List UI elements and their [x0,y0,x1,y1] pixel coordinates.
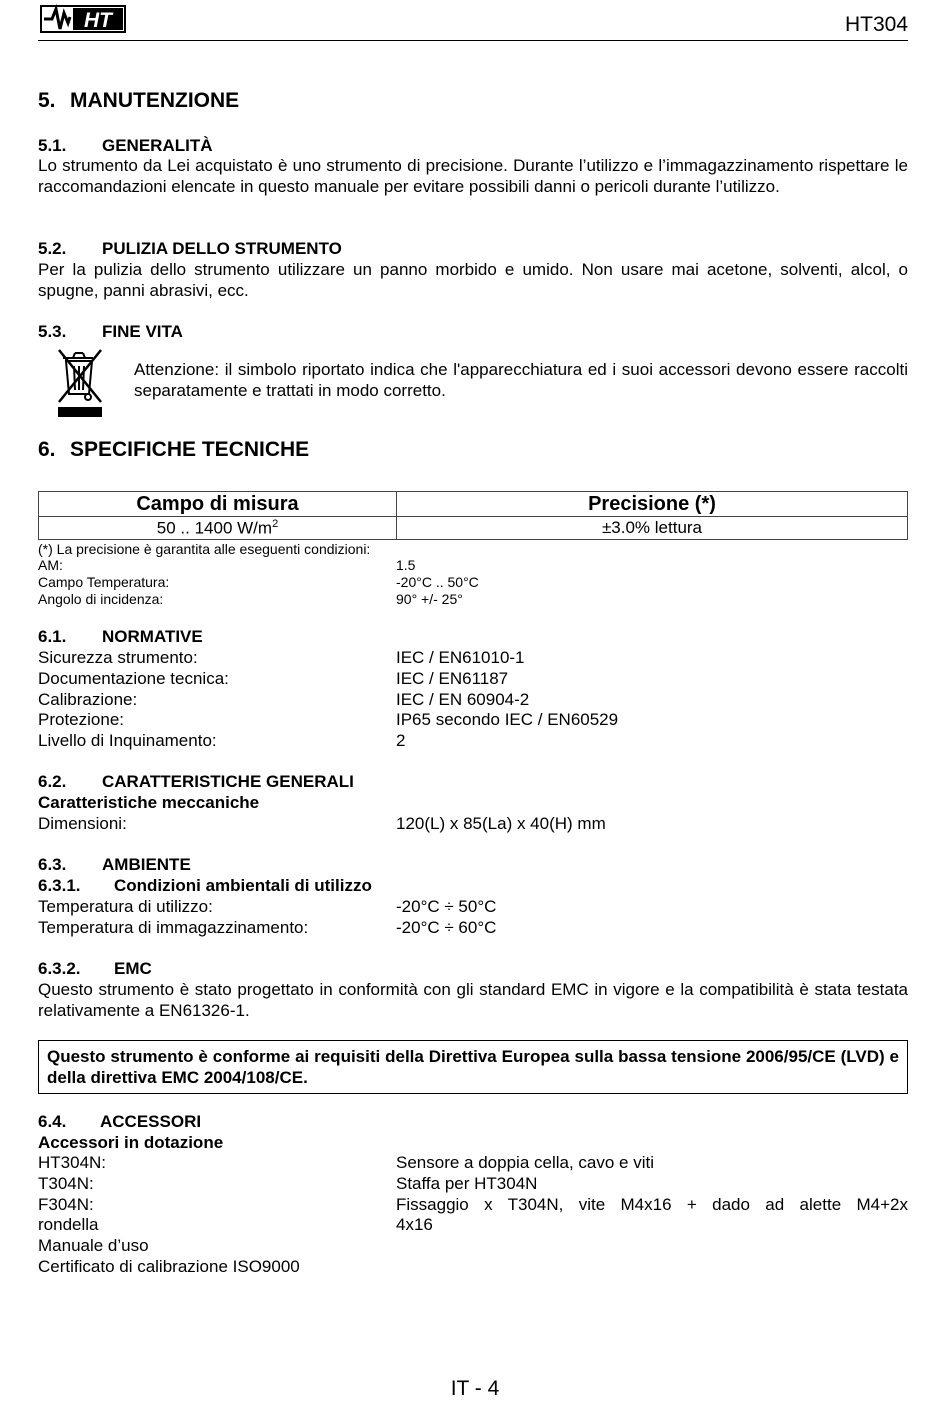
accessory-label: HT304N: [38,1153,107,1172]
logo-text: HT [84,9,112,32]
standards-labels [38,648,229,752]
accessory-label: Certificato di calibrazione ISO9000 [38,1256,300,1276]
weee-crossed-bin-icon [55,344,107,420]
section-6-4-heading [38,1112,201,1132]
dimensions-label: Dimensioni: [38,814,127,833]
ht-logo-graphic [40,3,128,35]
section-title: Condizioni ambientali di utilizzo [114,876,372,895]
section-6-3-heading [38,855,191,875]
section-number: 6. [38,438,56,461]
accessories-labels [38,1153,300,1278]
section-title: SPECIFICHE TECNICHE [70,438,310,461]
spec-range: 50 .. 1400 W/m [156,518,273,538]
ht-logo [40,3,128,35]
condition-value: 90° +/- 25° [396,591,463,607]
accessories-values [396,1153,908,1236]
section-number: 5. [38,89,56,112]
accessory-label: Manuale d’uso [38,1236,149,1256]
condition-value: -20°C .. 50°C [396,574,479,590]
section-5-1-text: Lo strumento da Lei acquistato è uno strumento di precisione. Durante l’utilizzo e l’immagazzinamento rispettare le raccomandazioni elencate in questo manuale per evitare possibili danni o pericoli durante l’utilizzo. [38,156,908,196]
section-6-3-1-heading [38,876,372,896]
section-number: 6.4. [38,1112,67,1131]
spec-table-header-range: Campo di misura [39,492,397,517]
section-title: GENERALITÀ [102,136,213,155]
document-id: HT304 [844,13,908,36]
spec-accuracy-cell [397,517,908,540]
standards-values [396,648,618,752]
standard-label: Documentazione tecnica: [38,668,229,688]
section-number: 6.2. [38,772,67,791]
accessory-label: F304N: [38,1194,94,1214]
section-title: CARATTERISTICHE GENERALI [102,772,354,791]
condition-label: Campo Temperatura: [38,574,170,590]
section-title: EMC [114,959,152,978]
section-number: 6.3.1. [38,876,81,895]
page-number: IT - 4 [450,1377,500,1400]
compliance-box: Questo strumento è conforme ai requisiti della Direttiva Europea sulla bassa tensione 2006/95/CE (LVD) e della direttiva EMC 2004/108/CE. [38,1040,908,1094]
standard-label: Livello di Inquinamento: [38,731,217,751]
section-number: 6.3. [38,855,67,874]
accessory-label: rondella [38,1215,99,1235]
standard-value: 2 [396,731,406,751]
section-title: ACCESSORI [100,1112,202,1131]
section-5-heading [38,89,239,113]
section-5-1-heading [38,136,213,156]
accessory-label: T304N: [38,1173,94,1193]
section-5-3-text: Attenzione: il simbolo riportato indica che l'apparecchiatura ed i suoi accessori devono essere raccolti separatamente e trattati in modo corretto. [134,360,908,400]
section-6-2-subtitle: Caratteristiche meccaniche [38,793,260,812]
environment-label: Temperatura di immagazzinamento: [38,917,309,937]
section-number: 5.3. [38,322,67,341]
conditions-note: (*) La precisione è garantita alle eseguenti condizioni: [38,541,371,557]
condition-value: 1.5 [396,557,416,573]
section-5-3-heading [38,322,183,342]
standard-value: IEC / EN61010-1 [396,648,525,667]
environment-values [396,897,496,939]
environment-label: Temperatura di utilizzo: [38,897,213,916]
section-number: 5.2. [38,239,67,258]
section-5-2-text: Per la pulizia dello strumento utilizzare un panno morbido e umido. Non usare mai acetone, solventi, alcol, o spugne, panni abrasivi, ecc. [38,260,908,300]
spec-table-header-row [39,492,908,517]
section-title: MANUTENZIONE [70,89,240,112]
spec-table [38,491,908,540]
section-6-heading [38,438,309,462]
section-title: PULIZIA DELLO STRUMENTO [102,239,342,258]
standard-label: Protezione: [38,710,124,730]
emc-text: Questo strumento è stato progettato in conformità con gli standard EMC in vigore e la compatibilità è stata testata relativamente a EN61326-1. [38,980,908,1020]
accessory-value: Sensore a doppia cella, cavo e viti [396,1153,654,1172]
standard-label: Calibrazione: [38,689,138,709]
section-title: AMBIENTE [102,855,191,874]
header-rule [38,40,908,41]
accessory-value: Staffa per HT304N [396,1173,538,1193]
section-5-2-heading [38,239,342,259]
conditions-labels [38,557,169,608]
standard-label: Sicurezza strumento: [38,648,198,667]
condition-label: AM: [38,557,63,573]
spec-range-cell [39,517,397,540]
section-number: 6.1. [38,627,67,646]
accessory-value: Fissaggio x T304N, vite M4x16 + dado ad alette M4+2x [396,1194,908,1214]
section-number: 6.3.2. [38,959,81,978]
accessories-subtitle: Accessori in dotazione [38,1133,224,1152]
environment-value: -20°C ÷ 60°C [396,917,497,937]
dimensions-value: 120(L) x 85(La) x 40(H) mm [396,814,606,833]
environment-labels [38,897,308,939]
standard-value: IP65 secondo IEC / EN60529 [396,710,619,730]
section-6-3-2-heading [38,959,152,979]
plus-minus-symbol: ± [601,518,612,537]
standard-value: IEC / EN 60904-2 [396,689,530,709]
spec-table-row [39,517,908,540]
accessory-value: 4x16 [396,1215,433,1235]
condition-label: Angolo di incidenza: [38,591,164,607]
section-6-2-heading [38,772,354,792]
spec-table-header-accuracy: Precisione (*) [397,492,908,517]
section-title: NORMATIVE [102,627,203,646]
standard-value: IEC / EN61187 [396,668,509,688]
spec-accuracy: 3.0% lettura [611,518,703,537]
section-number: 5.1. [38,136,67,155]
section-title: FINE VITA [102,322,183,341]
conditions-values [396,557,479,608]
environment-value: -20°C ÷ 50°C [396,897,497,916]
spec-range-exponent: 2 [272,517,279,530]
section-6-1-heading [38,627,203,647]
